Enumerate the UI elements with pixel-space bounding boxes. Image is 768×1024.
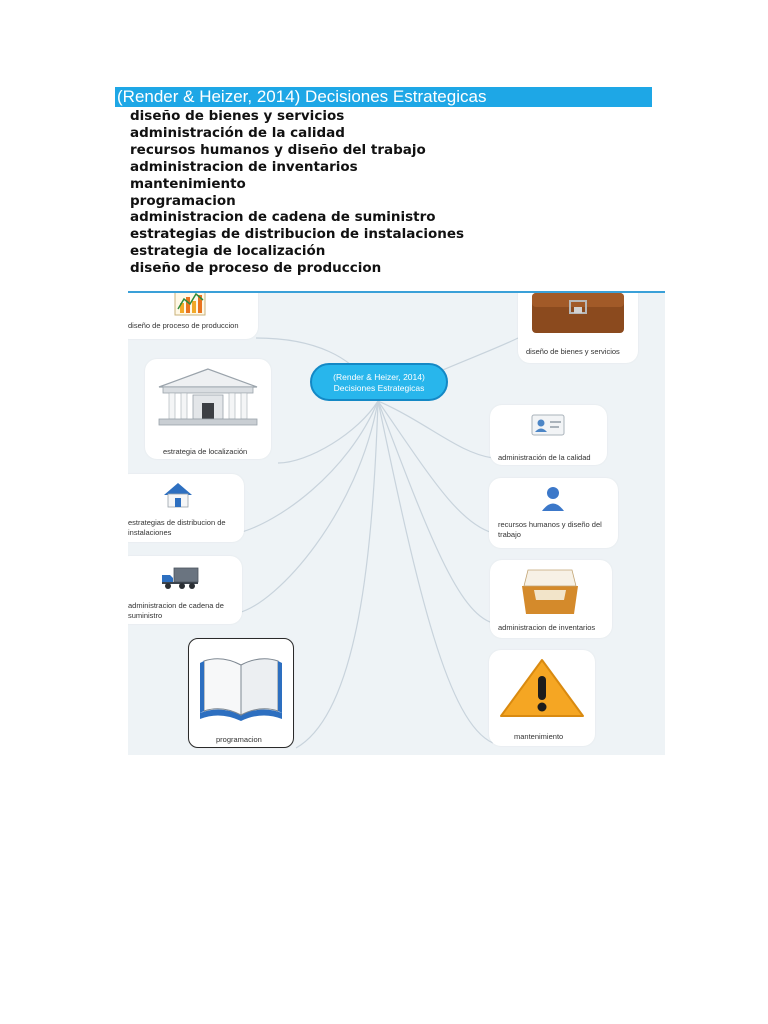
book-icon — [196, 653, 286, 725]
node-label: estrategia de localización — [163, 447, 248, 456]
briefcase-icon — [530, 291, 626, 335]
node-distribucion — [128, 474, 244, 542]
list-item: programacion — [130, 192, 236, 209]
node-proceso — [128, 291, 258, 339]
node-calidad — [490, 405, 607, 465]
node-recursos — [489, 478, 618, 548]
list-item: estrategia de localización — [130, 243, 326, 260]
list-item: diseño de proceso de produccion — [130, 260, 382, 277]
tray-icon — [518, 566, 582, 616]
header-bar — [115, 87, 652, 107]
node-label: administracion de inventarios — [498, 623, 596, 632]
truck-icon — [160, 566, 200, 590]
node-label: administración de la calidad — [498, 453, 591, 462]
warning-icon — [497, 656, 587, 720]
node-mantenimiento — [489, 650, 595, 746]
node-label: recursos humanos y diseño del trabajo — [498, 520, 602, 539]
house-icon — [162, 481, 194, 509]
mind-map — [128, 291, 665, 755]
list-item: estrategias de distribucion de instalaciones — [130, 226, 465, 243]
mind-map-center — [310, 363, 448, 401]
node-label: programacion — [216, 735, 262, 744]
chart-icon — [172, 291, 208, 317]
node-inventarios — [490, 560, 612, 638]
node-label: mantenimiento — [514, 732, 564, 741]
list-item: administracion de cadena de suministro — [130, 209, 436, 226]
topic-list — [130, 108, 464, 277]
page-title: (Render & Heizer, 2014) Decisiones Estrategicas — [117, 87, 487, 106]
node-localizacion — [145, 359, 271, 459]
list-item: diseño de bienes y servicios — [130, 108, 345, 124]
center-title: (Render & Heizer, 2014) — [333, 372, 425, 382]
list-item: mantenimiento — [130, 175, 246, 192]
id-card-icon — [530, 413, 566, 437]
node-label: estrategias de distribucion de instalaciones — [128, 518, 226, 537]
users-icon — [537, 484, 569, 514]
list-item: recursos humanos y diseño del trabajo — [130, 141, 426, 158]
node-programacion — [188, 638, 294, 748]
list-item: administración de la calidad — [130, 124, 345, 141]
node-bienes — [518, 291, 638, 363]
center-subtitle: Decisiones Estrategicas — [333, 383, 425, 393]
list-item: administracion de inventarios — [130, 158, 358, 175]
node-label: diseño de bienes y servicios — [526, 347, 620, 356]
node-label: diseño de proceso de produccion — [128, 321, 239, 330]
node-label: administracion de cadena de suministro — [128, 601, 224, 620]
building-icon — [153, 365, 263, 427]
node-suministro — [128, 556, 242, 624]
